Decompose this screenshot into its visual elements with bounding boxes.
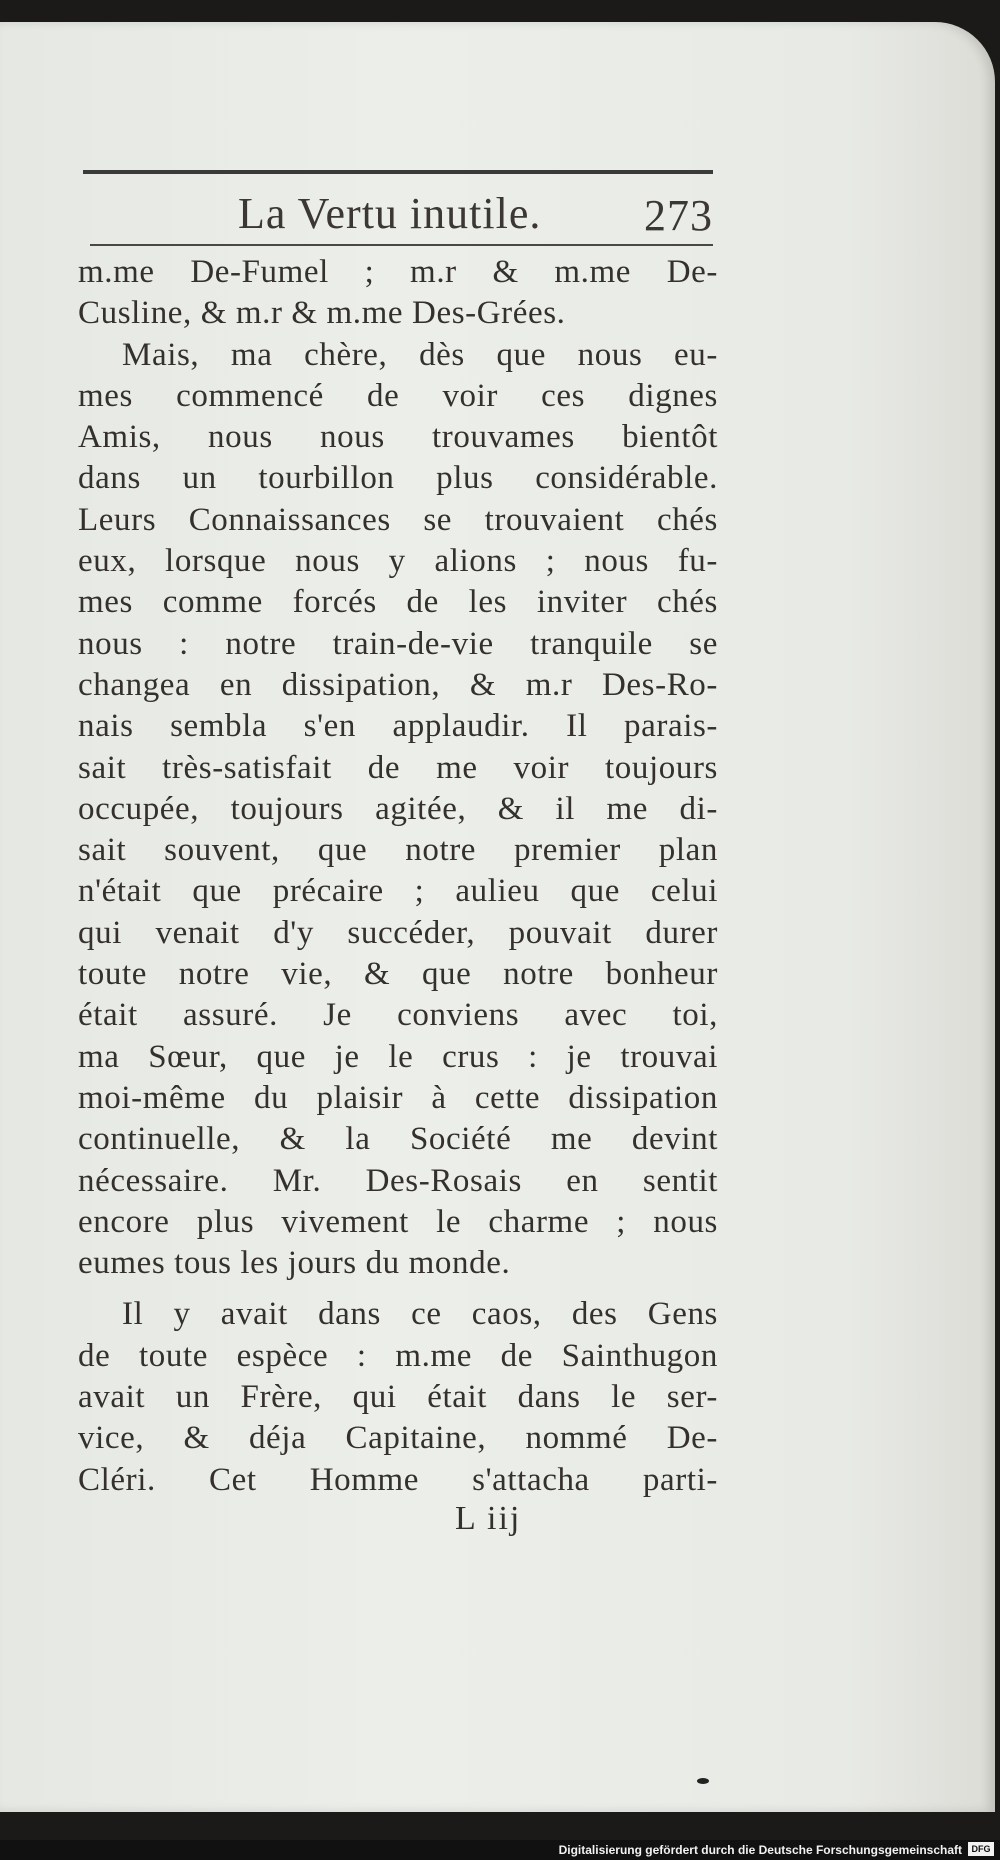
running-title: La Vertu inutile.: [238, 189, 542, 238]
text-line: qui venait d'y succéder, pouvait durer: [78, 914, 718, 951]
text-line: eumes tous les jours du monde.: [78, 1245, 511, 1282]
text-line: mes comme forcés de les inviter chés: [78, 584, 718, 621]
text-line: Il y avait dans ce caos, des Gens: [122, 1296, 718, 1333]
text-line: continuelle, & la Société me devint: [78, 1121, 718, 1158]
text-line: nécessaire. Mr. Des-Rosais en sentit: [78, 1162, 718, 1199]
paragraph-gap: [78, 1284, 718, 1294]
text-line: m.me De-Fumel ; m.r & m.me De-: [78, 254, 718, 290]
signature-mark: L iij: [455, 1500, 522, 1537]
text-line: vice, & déja Capitaine, nommé De-: [78, 1420, 718, 1457]
header-bottom-rule: [90, 244, 713, 246]
text-line: ma Sœur, que je le crus : je trouvai: [78, 1038, 718, 1075]
body-text: [78, 252, 718, 1501]
text-line: sait très-satisfait de me voir toujours: [78, 749, 718, 786]
digitization-credit: Digitalisierung gefördert durch die Deutsche Forschungsgemeinschaft: [558, 1843, 962, 1857]
text-line: n'était que précaire ; aulieu que celui: [78, 873, 718, 910]
text-line: changea en dissipation, & m.r Des-Ro-: [78, 666, 718, 703]
text-line: était assuré. Je conviens avec toi,: [78, 997, 718, 1034]
text-line: nous : notre train-de-vie tranquile se: [78, 625, 718, 662]
text-line: Amis, nous nous trouvames bientôt: [78, 419, 718, 456]
text-line: Cléri. Cet Homme s'attacha parti-: [78, 1461, 718, 1498]
text-line: de toute espèce : m.me de Sainthugon: [78, 1337, 718, 1374]
text-line: Cusline, & m.r & m.me Des-Grées.: [78, 295, 566, 332]
ink-spot: [697, 1778, 709, 1784]
text-line: toute notre vie, & que notre bonheur: [78, 956, 718, 993]
text-line: encore plus vivement le charme ; nous: [78, 1203, 718, 1240]
text-line: sait souvent, que notre premier plan: [78, 832, 718, 869]
text-line: eux, lorsque nous y alions ; nous fu-: [78, 543, 718, 580]
text-line: Mais, ma chère, dès que nous eu-: [122, 336, 718, 373]
text-line: nais sembla s'en applaudir. Il parais-: [78, 708, 718, 745]
text-line: avait un Frère, qui était dans le ser-: [78, 1379, 718, 1416]
dfg-logo: DFG: [968, 1842, 994, 1856]
text-line: occupée, toujours agitée, & il me di-: [78, 790, 718, 827]
text-line: dans un tourbillon plus considérable.: [78, 460, 718, 497]
text-line: Leurs Connaissances se trouvaient chés: [78, 501, 718, 538]
text-line: moi-même du plaisir à cette dissipation: [78, 1079, 718, 1116]
text-line: mes commencé de voir ces dignes: [78, 377, 718, 414]
page-header: [83, 180, 713, 242]
header-top-rule: [83, 170, 713, 174]
page-number: 273: [644, 191, 713, 240]
